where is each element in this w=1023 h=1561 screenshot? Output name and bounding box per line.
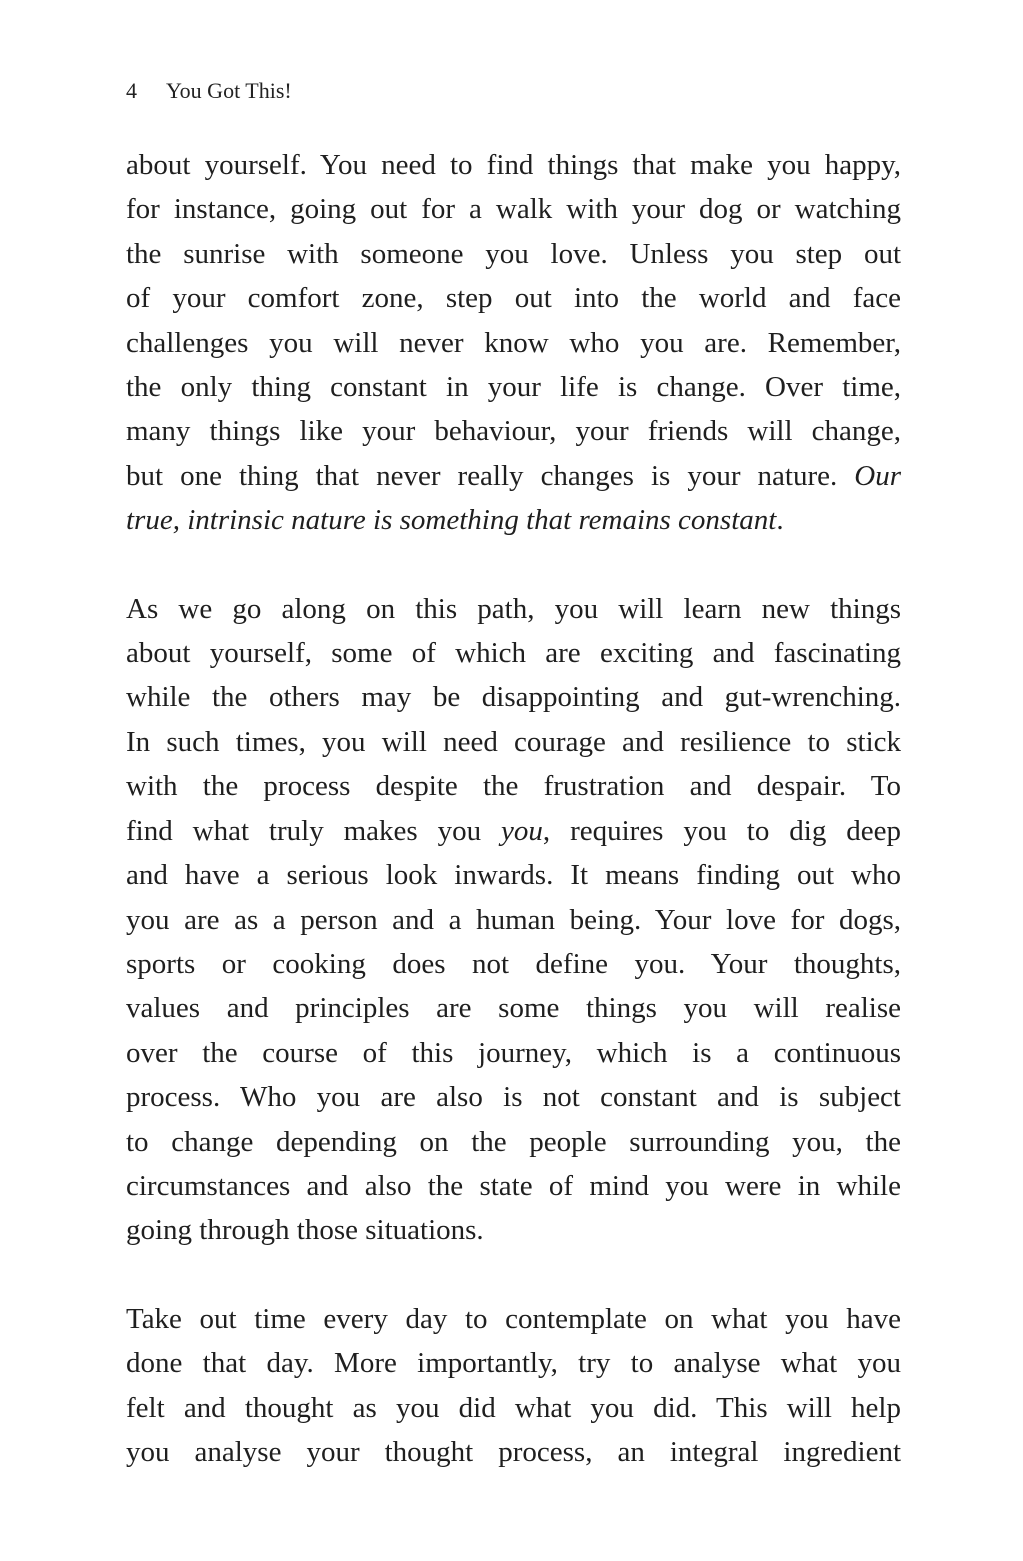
text-line (126, 1164, 901, 1208)
text-line (126, 409, 901, 453)
text-run: of your comfort zone, step out into the world and face (126, 282, 901, 315)
text-line (126, 1075, 901, 1119)
text-line (126, 853, 901, 897)
text-run: As we go along on this path, you will learn new things (126, 592, 901, 625)
text-run: felt and thought as you did what you did. This will help (126, 1391, 901, 1424)
paragraph (126, 1297, 901, 1475)
text-line (126, 1341, 901, 1385)
text-line (126, 675, 901, 719)
text-line (126, 764, 901, 808)
text-line (126, 720, 901, 764)
text-run: Take out time every day to contemplate on what you have (126, 1302, 901, 1335)
text-run: . (776, 504, 784, 537)
text-line (126, 1120, 901, 1164)
text-run: and have a serious look inwards. It means finding out who (126, 859, 901, 892)
text-run: to change depending on the people surrounding you, the (126, 1125, 901, 1158)
text-line (126, 1031, 901, 1075)
text-run: the only thing constant in your life is change. Over time, (126, 371, 901, 404)
text-run: values and principles are some things you will realise (126, 992, 901, 1025)
text-run: with the process despite the frustration and despair. To (126, 770, 901, 803)
running-title: You Got This! (166, 78, 292, 103)
text-line (126, 898, 901, 942)
text-line (126, 809, 901, 853)
text-run: done that day. More importantly, try to analyse what you (126, 1347, 901, 1380)
text-line (126, 942, 901, 986)
text-run: , requires you to dig deep (542, 814, 901, 847)
text-run: challenges you will never know who you are. Remember, (126, 326, 901, 359)
text-line (126, 187, 901, 231)
text-run: over the course of this journey, which is a continuous (126, 1036, 901, 1069)
text-line (126, 143, 901, 187)
text-line (126, 986, 901, 1030)
text-line (126, 321, 901, 365)
text-run: many things like your behaviour, your friends will change, (126, 415, 901, 448)
italic-text: true, intrinsic nature is something that remains constant (126, 504, 777, 537)
text-run: while the others may be disappointing and gut-wrenching. (126, 681, 901, 714)
italic-text: Our (854, 459, 901, 492)
text-line (126, 587, 901, 631)
text-line (126, 1297, 901, 1341)
text-line (126, 1386, 901, 1430)
page-number: 4 (126, 78, 137, 103)
text-run: about yourself, some of which are exciting and fascinating (126, 637, 901, 670)
text-run: you are as a person and a human being. Your love for dogs, (126, 903, 901, 936)
paragraph (126, 143, 901, 543)
text-run: but one thing that never really changes is your nature. (126, 459, 855, 492)
text-run: In such times, you will need courage and resilience to stick (126, 725, 901, 758)
text-line (126, 631, 901, 675)
paragraph (126, 587, 901, 1253)
running-header (126, 77, 292, 105)
text-run: find what truly makes you (126, 814, 502, 847)
text-line (126, 365, 901, 409)
text-line (126, 454, 901, 498)
text-run: you analyse your thought process, an integral ingredient (126, 1435, 901, 1468)
text-run: going through those situations. (126, 1214, 484, 1247)
text-line (126, 498, 901, 542)
body-text (126, 143, 901, 1474)
text-run: process. Who you are also is not constant and is subject (126, 1081, 901, 1114)
text-run: for instance, going out for a walk with your dog or watching (126, 193, 901, 226)
text-run: the sunrise with someone you love. Unless you step out (126, 237, 901, 270)
text-line (126, 276, 901, 320)
italic-text: you (501, 814, 543, 847)
text-line (126, 232, 901, 276)
text-run: circumstances and also the state of mind you were in while (126, 1169, 901, 1202)
text-run: about yourself. You need to find things that make you happy, (126, 149, 901, 181)
text-line (126, 1430, 901, 1474)
text-line (126, 1208, 901, 1252)
text-run: sports or cooking does not define you. Your thoughts, (126, 947, 901, 980)
